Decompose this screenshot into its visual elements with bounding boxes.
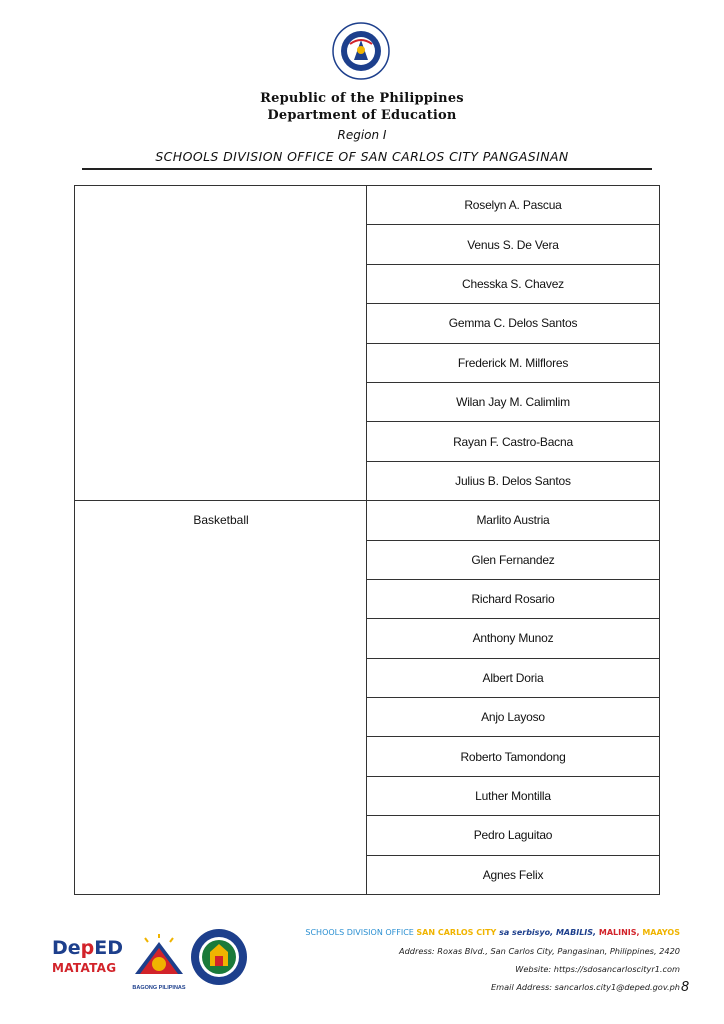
page-number: 8 (681, 980, 690, 995)
name-cell: Luther Montilla (367, 777, 659, 816)
name-cell: Pedro Laguitao (367, 816, 659, 855)
names-column (367, 186, 659, 894)
footer-website[interactable]: Website: https://sdosancarloscityr1.com (515, 964, 680, 974)
deped-logo-p-icon: p (80, 937, 95, 959)
name-cell: Venus S. De Vera (367, 225, 659, 264)
name-cell: Marlito Austria (367, 501, 659, 540)
header-divider (82, 168, 652, 170)
republic-heading: Republic of the Philippines (260, 91, 464, 106)
motto-maayos: MAAYOS (642, 928, 680, 937)
sport-label: Basketball (193, 513, 249, 527)
motto-mabilis: MABILIS, (555, 928, 599, 937)
deped-matatag-logo (52, 937, 124, 989)
bagong-pilipinas-icon (130, 934, 188, 984)
footer-contact (300, 924, 680, 996)
motto-malinis: MALINIS, (598, 928, 643, 937)
name-cell: Wilan Jay M. Calimlim (367, 383, 659, 422)
name-cell: Richard Rosario (367, 580, 659, 619)
division-seal-icon (190, 928, 248, 986)
name-cell: Glen Fernandez (367, 541, 659, 580)
deped-logo-text-b: ED (94, 937, 124, 959)
name-cell: Frederick M. Milflores (367, 344, 659, 383)
roster-table (74, 185, 660, 895)
name-cell: Roberto Tamondong (367, 737, 659, 776)
region-heading: Region I (337, 128, 387, 142)
office-city-text: SAN CARLOS CITY (416, 928, 497, 937)
deped-seal-icon (332, 22, 390, 80)
name-cell: Chesska S. Chavez (367, 265, 659, 304)
office-name-text: SCHOOLS DIVISION OFFICE (305, 928, 417, 937)
department-heading: Department of Education (267, 108, 457, 123)
division-heading: SCHOOLS DIVISION OFFICE OF SAN CARLOS CITY PANGASINAN (155, 149, 569, 164)
motto-intro-text: sa serbisyo, (496, 928, 556, 937)
sport-column (75, 186, 367, 894)
name-cell: Rayan F. Castro-Bacna (367, 422, 659, 461)
name-cell: Julius B. Delos Santos (367, 462, 659, 501)
sport-cell (75, 186, 367, 501)
sport-cell (75, 501, 367, 896)
bagong-pilipinas-caption: BAGONG PILIPINAS (132, 985, 186, 991)
deped-logo-text-a: De (52, 937, 81, 959)
name-cell: Anthony Munoz (367, 619, 659, 658)
name-cell: Albert Doria (367, 659, 659, 698)
footer-email[interactable]: Email Address: sancarlos.city1@deped.gov.ph (491, 982, 680, 992)
name-cell: Agnes Felix (482, 868, 544, 883)
footer-address: Address: Roxas Blvd., San Carlos City, Pangasinan, Philippines, 2420 (399, 946, 680, 956)
footer-office-motto (300, 924, 680, 942)
name-cell: Roselyn A. Pascua (367, 186, 659, 225)
name-cell: Gemma C. Delos Santos (367, 304, 659, 343)
bagong-pilipinas-logo (130, 934, 188, 996)
matatag-text: MATATAG (52, 961, 117, 975)
name-cell: Anjo Layoso (367, 698, 659, 737)
